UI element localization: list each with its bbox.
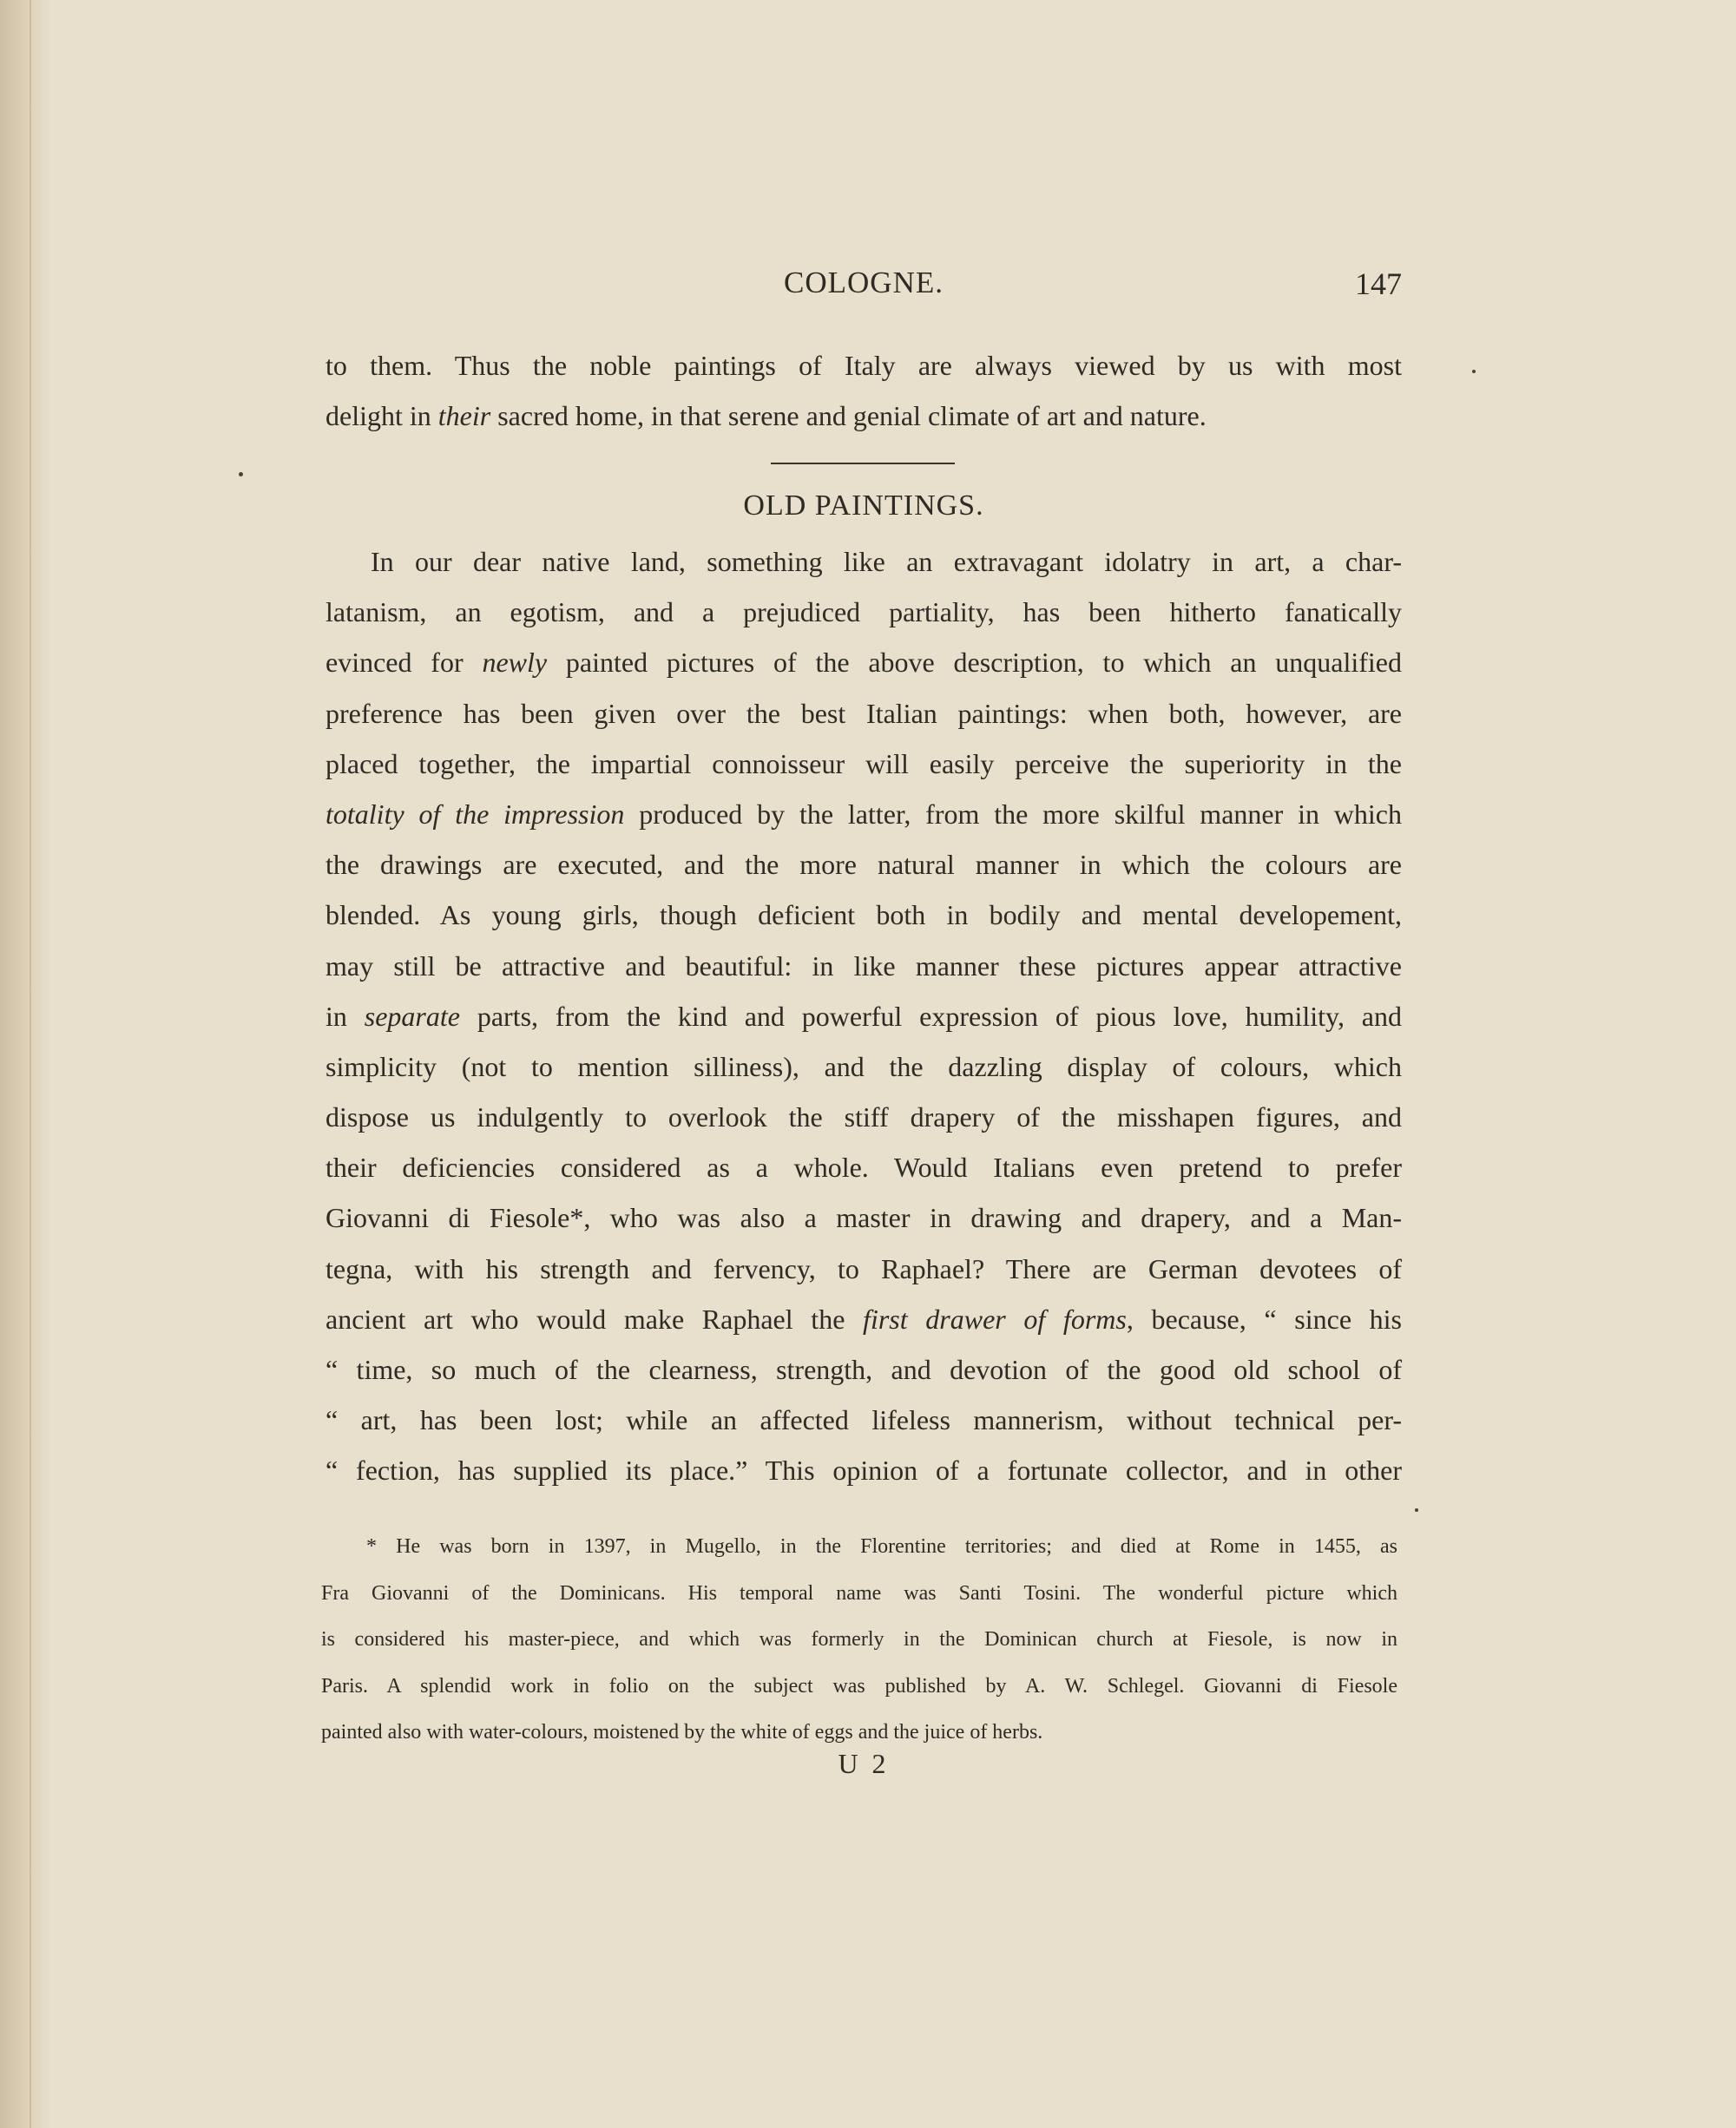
text-line: simplicity (not to mention silliness), and the dazzling display of colours, which <box>326 1050 1402 1082</box>
page-number: 147 <box>1355 266 1402 301</box>
running-head: COLOGNE. <box>784 266 944 299</box>
paper-speck <box>239 472 243 476</box>
text-line: “ time, so much of the clearness, strength, and devotion of the good old school of <box>326 1354 1402 1385</box>
italic-text: newly <box>482 647 548 679</box>
text-line: Fra Giovanni of the Dominicans. His temporal name was Santi Tosini. The wonderful picture which <box>321 1581 1397 1605</box>
text-line: dispose us indulgently to overlook the stiff drapery of the misshapen figures, and <box>326 1101 1402 1133</box>
page-header <box>326 266 1402 309</box>
text-line: latanism, an egotism, and a prejudiced partiality, has been hitherto fanatically <box>326 596 1402 628</box>
italic-text: their <box>437 400 491 432</box>
italic-text: separate <box>364 1000 460 1032</box>
text-line: Giovanni di Fiesole*, who was also a master in drawing and drapery, and a Man- <box>326 1202 1402 1234</box>
text-line: placed together, the impartial connoisseur will easily perceive the superiority in the <box>326 747 1402 779</box>
text-line: may still be attractive and beautiful: in like manner these pictures appear attractive <box>326 949 1402 982</box>
text-line: the drawings are executed, and the more natural manner in which the colours are <box>326 849 1402 881</box>
text-line: evinced for newly painted pictures of the above description, to which an unqualified <box>326 647 1403 679</box>
italic-text: totality of the impression <box>326 798 625 830</box>
signature-mark: U 2 <box>838 1748 890 1779</box>
page-edge <box>30 0 31 2128</box>
text-line: totality of the impression produced by the latter, from the more skilful manner in which <box>326 798 1403 830</box>
text-line: in separate parts, from the kind and powerful expression of pious love, humility, and <box>326 1000 1403 1032</box>
paper-speck <box>1415 1508 1418 1512</box>
text-line: to them. Thus the noble paintings of Italy are always viewed by us with most <box>326 350 1402 381</box>
text-line: In our dear native land, something like an extravagant idolatry in art, a char- <box>371 546 1402 577</box>
text-line: “ art, has been lost; while an affected lifeless mannerism, without technical per- <box>326 1404 1402 1436</box>
text-line: preference has been given over the best Italian paintings: when both, however, are <box>326 697 1402 729</box>
text-line: * He was born in 1397, in Mugello, in the Florentine territories; and died at Rome in 1455, as <box>366 1535 1397 1558</box>
text-line: ancient art who would make Raphael the first drawer of forms, because, “ since his <box>326 1303 1403 1335</box>
section-title: OLD PAINTINGS. <box>743 489 984 522</box>
text-line: blended. As young girls, though deficient both in bodily and mental developement, <box>326 899 1402 931</box>
text-line: is considered his master-piece, and which was formerly in the Dominican church at Fiesole, is now in <box>321 1628 1397 1651</box>
section-divider <box>771 463 955 464</box>
intro-paragraph <box>326 340 1402 441</box>
text-line: tegna, with his strength and fervency, to Raphael? There are German devotees of <box>326 1252 1402 1284</box>
text-line: delight in their sacred home, in that serene and genial climate of art and nature. <box>326 400 1207 432</box>
text-line: “ fection, has supplied its place.” This opinion of a fortunate collector, and in other <box>326 1455 1402 1487</box>
paper-speck <box>1472 370 1476 373</box>
text-line: Paris. A splendid work in folio on the subject was published by A. W. Schlegel. Giovanni di Fiesole <box>321 1674 1397 1698</box>
section-paragraph <box>326 536 1402 1496</box>
text-line: painted also with water-colours, moistened by the white of eggs and the juice of herbs. <box>321 1721 1043 1744</box>
text-line: their deficiencies considered as a whole. Would Italians even pretend to prefer <box>326 1152 1402 1184</box>
page-gutter-shadow <box>0 0 52 2128</box>
italic-text: first drawer of forms <box>863 1303 1127 1335</box>
footnote <box>321 1524 1397 1757</box>
